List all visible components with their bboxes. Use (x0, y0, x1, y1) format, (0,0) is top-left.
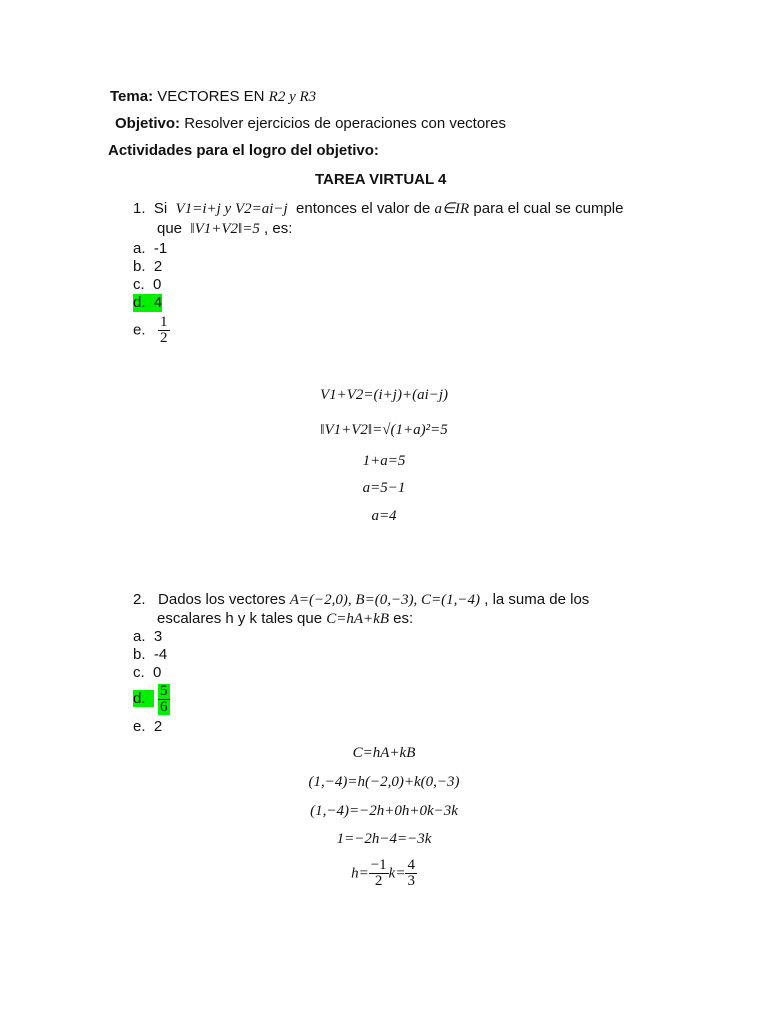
option-letter: a. (133, 628, 146, 645)
q1-option-d-correct (133, 294, 162, 312)
q2-equation: C=hA+kB (326, 611, 389, 627)
q2-number: 2. (133, 591, 146, 608)
fraction-denominator: 6 (160, 699, 168, 715)
objetivo-text: Resolver ejercicios de operaciones con vectores (184, 115, 507, 132)
q1-option-a (133, 240, 167, 258)
q1-statement-line2 (157, 220, 292, 238)
option-value: 0 (153, 276, 162, 293)
option-letter: c. (133, 664, 145, 681)
objetivo-line (115, 115, 506, 133)
option-letter: e. (133, 321, 146, 339)
q2-option-c (133, 664, 161, 682)
q1-solution-step-3: 1+a=5 (362, 453, 406, 469)
tema-label: Tema: (110, 88, 154, 105)
fraction-numerator: 5 (160, 683, 168, 699)
k-numerator: 4 (407, 857, 415, 873)
q1-option-b (133, 258, 162, 276)
objetivo-label: Objetivo: (115, 115, 181, 132)
q2-text3: escalares h y k tales que (157, 610, 323, 627)
q1-condition: ‖V1+V2‖=5 (190, 221, 260, 237)
q1-statement-line1 (133, 200, 623, 218)
q2-vectors: A=(−2,0), B=(0,−3), C=(1,−4) (289, 592, 481, 608)
q2-text4: es: (393, 610, 414, 627)
q1-es: , es: (264, 220, 293, 237)
q1-a-in: a∈IR (434, 201, 470, 217)
fraction-denominator: 2 (160, 330, 168, 346)
option-letter: b. (133, 258, 146, 275)
q1-solution-step-4: a=5−1 (362, 480, 406, 496)
h-lhs: h= (351, 865, 369, 882)
q2-solution-step-4: 1=−2h−4=−3k (336, 831, 432, 847)
q1-text1: entonces el valor de (296, 200, 431, 217)
q2-option-a (133, 628, 162, 646)
option-value: 4 (153, 294, 163, 311)
option-value: -1 (153, 240, 168, 257)
k-lhs: k= (388, 865, 406, 882)
option-letter: e. (133, 718, 146, 735)
q1-number: 1. (133, 200, 146, 217)
q2-solution-step-1: C=hA+kB (352, 745, 416, 761)
q2-option-d-correct (133, 684, 170, 715)
option-letter: a. (133, 240, 146, 257)
q2-text1: Dados los vectores (158, 591, 286, 608)
q1-given: V1=i+j y V2=ai−j (175, 201, 288, 217)
option-letter: d. (133, 690, 146, 708)
k-denominator: 3 (407, 873, 415, 889)
option-letter: b. (133, 646, 146, 663)
option-value: -4 (153, 646, 168, 663)
option-value: 3 (153, 628, 163, 645)
q1-solution-step-5: a=4 (371, 508, 397, 524)
option-fraction (158, 315, 170, 346)
q1-solution-step-2: ‖V1+V2‖=√(1+a)²=5 (320, 422, 448, 438)
q2-text2: , la suma de los (484, 591, 590, 608)
option-value: 2 (153, 718, 163, 735)
q2-option-e (133, 718, 162, 736)
q1-si: Si (153, 200, 168, 217)
q1-que: que (157, 220, 183, 237)
q2-statement-line2 (157, 610, 413, 628)
q1-text2: para el cual se cumple (473, 200, 624, 217)
q1-option-e (133, 315, 170, 346)
h-fraction (369, 858, 389, 889)
option-fraction (158, 684, 170, 715)
tarea-title: TAREA VIRTUAL 4 (315, 171, 447, 188)
h-numerator: −1 (370, 857, 387, 873)
h-denominator: 2 (374, 873, 383, 889)
option-letter: c. (133, 276, 145, 293)
fraction-numerator: 1 (160, 314, 168, 330)
tema-text: VECTORES EN (157, 88, 265, 105)
option-value: 2 (153, 258, 163, 275)
q2-solution-final (0, 858, 768, 889)
q2-solution-step-3: (1,−4)=−2h+0h+0k−3k (310, 803, 458, 819)
q2-statement-line1 (133, 591, 589, 609)
q1-solution-step-1: V1+V2=(i+j)+(ai−j) (319, 387, 449, 403)
tema-math: R2 y R3 (268, 89, 317, 105)
actividades-heading: Actividades para el logro del objetivo: (108, 142, 379, 159)
q2-option-b (133, 646, 167, 664)
q1-option-c (133, 276, 161, 294)
tema-line (110, 88, 316, 106)
option-letter: d. (133, 294, 146, 311)
option-value: 0 (153, 664, 162, 681)
k-fraction (405, 858, 417, 889)
q2-solution-step-2: (1,−4)=h(−2,0)+k(0,−3) (308, 774, 460, 790)
